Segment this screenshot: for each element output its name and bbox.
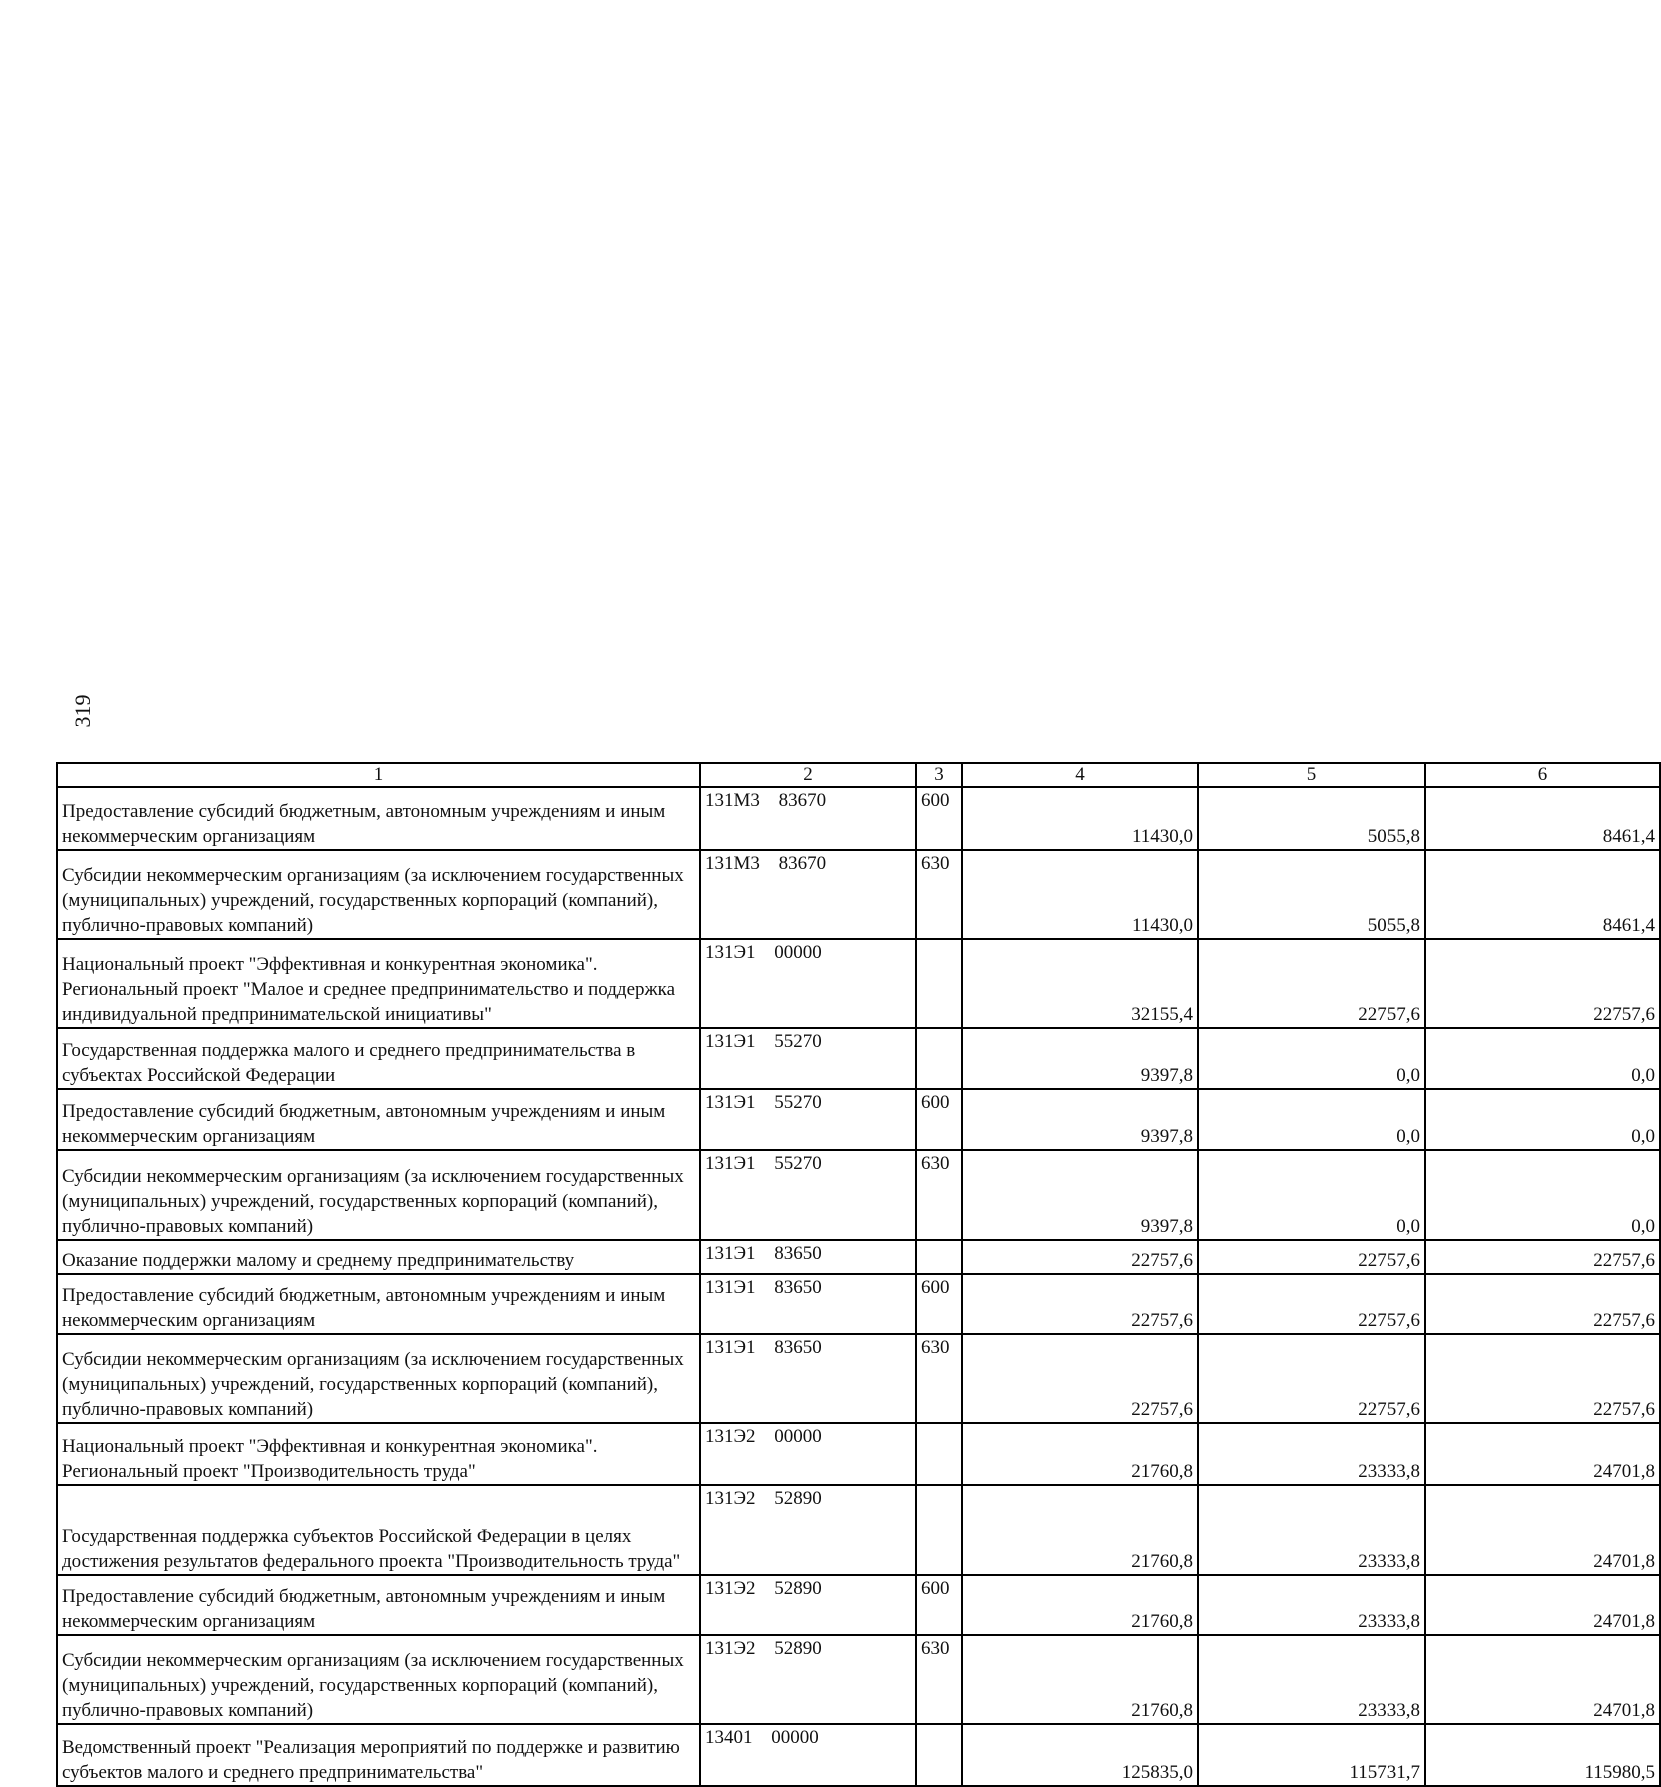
row-value-4: 22757,6 [962,1240,1198,1274]
row-value-6: 24701,8 [1425,1635,1660,1724]
row-code: 13401 00000 [700,1724,916,1786]
row-expense-type: 600 [916,1575,962,1635]
row-value-4: 21760,8 [962,1635,1198,1724]
row-value-4: 21760,8 [962,1423,1198,1484]
row-expense-type [916,1240,962,1274]
header-col-6: 6 [1425,763,1660,787]
row-name: Национальный проект "Эффективная и конкурентная экономика". Региональный проект "Производительность труда" [57,1423,700,1484]
row-value-6: 0,0 [1425,1028,1660,1089]
row-name: Государственная поддержка малого и среднего предпринимательства в субъектах Российской Федерации [57,1028,700,1089]
row-name: Предоставление субсидий бюджетным, автономным учреждениям и иным некоммерческим организациям [57,1089,700,1149]
row-value-6: 0,0 [1425,1150,1660,1240]
header-col-1: 1 [57,763,700,787]
row-name: Предоставление субсидий бюджетным, автономным учреждениям и иным некоммерческим организациям [57,1575,700,1635]
row-name: Национальный проект "Эффективная и конкурентная экономика". Региональный проект "Малое и среднее предпринимательство и поддержка индивидуальной предпринимательской инициативы" [57,939,700,1028]
row-value-6: 115980,5 [1425,1724,1660,1786]
row-name: Предоставление субсидий бюджетным, автономным учреждениям и иным некоммерческим организациям [57,787,700,850]
table-row [57,1028,1660,1089]
row-value-6: 22757,6 [1425,1274,1660,1334]
header-col-2: 2 [700,763,916,787]
table-row [57,787,1660,850]
header-row [57,763,1660,787]
row-name: Ведомственный проект "Реализация мероприятий по поддержке и развитию субъектов малого и среднего предпринимательства" [57,1724,700,1786]
row-expense-type: 630 [916,1150,962,1240]
row-value-5: 0,0 [1198,1089,1425,1149]
table-row [57,1334,1660,1423]
row-value-4: 9397,8 [962,1089,1198,1149]
row-value-6: 22757,6 [1425,1240,1660,1274]
table-row [57,1240,1660,1274]
row-expense-type: 630 [916,850,962,939]
header-col-4: 4 [962,763,1198,787]
row-value-5: 23333,8 [1198,1635,1425,1724]
row-code: 131Э2 52890 [700,1635,916,1724]
row-expense-type: 630 [916,1334,962,1423]
row-value-5: 5055,8 [1198,850,1425,939]
row-value-6: 24701,8 [1425,1575,1660,1635]
table-row [57,1150,1660,1240]
row-name: Предоставление субсидий бюджетным, автономным учреждениям и иным некоммерческим организациям [57,1274,700,1334]
row-value-5: 22757,6 [1198,1274,1425,1334]
table-header [57,763,1660,787]
row-code: 131Э1 83650 [700,1240,916,1274]
row-value-6: 24701,8 [1425,1485,1660,1575]
row-value-5: 23333,8 [1198,1575,1425,1635]
row-name: Субсидии некоммерческим организациям (за исключением государственных (муниципальных) учреждений, государственных корпораций (компаний), публично-правовых компаний) [57,1334,700,1423]
row-code: 131Э1 00000 [700,939,916,1028]
row-value-5: 22757,6 [1198,1240,1425,1274]
row-code: 131Э1 83650 [700,1334,916,1423]
row-value-4: 22757,6 [962,1334,1198,1423]
row-value-4: 22757,6 [962,1274,1198,1334]
row-expense-type: 600 [916,787,962,850]
row-expense-type [916,1485,962,1575]
row-value-4: 125835,0 [962,1724,1198,1786]
row-value-6: 8461,4 [1425,850,1660,939]
row-value-4: 11430,0 [962,787,1198,850]
page-number: 319 [70,694,95,728]
row-value-4: 32155,4 [962,939,1198,1028]
table-row [57,1089,1660,1149]
row-value-4: 11430,0 [962,850,1198,939]
row-value-5: 5055,8 [1198,787,1425,850]
row-code: 131М3 83670 [700,850,916,939]
row-code: 131Э2 52890 [700,1575,916,1635]
table-row [57,1274,1660,1334]
table-body [57,787,1660,1786]
row-expense-type: 600 [916,1089,962,1149]
row-value-5: 22757,6 [1198,1334,1425,1423]
header-col-5: 5 [1198,763,1425,787]
row-value-4: 9397,8 [962,1028,1198,1089]
row-value-5: 23333,8 [1198,1423,1425,1484]
table-row [57,1575,1660,1635]
table-row [57,850,1660,939]
row-value-6: 0,0 [1425,1089,1660,1149]
row-code: 131Э1 83650 [700,1274,916,1334]
row-value-5: 23333,8 [1198,1485,1425,1575]
row-name: Субсидии некоммерческим организациям (за исключением государственных (муниципальных) учреждений, государственных корпораций (компаний), публично-правовых компаний) [57,850,700,939]
row-code: 131Э2 52890 [700,1485,916,1575]
row-code: 131Э1 55270 [700,1028,916,1089]
table-row [57,939,1660,1028]
table-row [57,1724,1660,1786]
row-code: 131Э1 55270 [700,1089,916,1149]
row-value-6: 8461,4 [1425,787,1660,850]
row-name: Субсидии некоммерческим организациям (за исключением государственных (муниципальных) учреждений, государственных корпораций (компаний), публично-правовых компаний) [57,1635,700,1724]
row-expense-type [916,1724,962,1786]
row-code: 131Э1 55270 [700,1150,916,1240]
table-row [57,1485,1660,1575]
table-row [57,1423,1660,1484]
row-value-4: 21760,8 [962,1575,1198,1635]
header-col-3: 3 [916,763,962,787]
row-name: Государственная поддержка субъектов Российской Федерации в целях достижения результатов федерального проекта "Производительность труда" [57,1485,700,1575]
row-expense-type: 600 [916,1274,962,1334]
row-code: 131М3 83670 [700,787,916,850]
row-value-5: 0,0 [1198,1028,1425,1089]
budget-table [56,762,1661,1787]
row-value-6: 22757,6 [1425,1334,1660,1423]
row-expense-type [916,1423,962,1484]
row-expense-type: 630 [916,1635,962,1724]
row-value-5: 0,0 [1198,1150,1425,1240]
row-value-5: 115731,7 [1198,1724,1425,1786]
row-name: Субсидии некоммерческим организациям (за исключением государственных (муниципальных) учреждений, государственных корпораций (компаний), публично-правовых компаний) [57,1150,700,1240]
row-value-4: 9397,8 [962,1150,1198,1240]
row-code: 131Э2 00000 [700,1423,916,1484]
row-value-6: 22757,6 [1425,939,1660,1028]
row-name: Оказание поддержки малому и среднему предпринимательству [57,1240,700,1274]
row-expense-type [916,1028,962,1089]
row-value-6: 24701,8 [1425,1423,1660,1484]
row-value-4: 21760,8 [962,1485,1198,1575]
row-value-5: 22757,6 [1198,939,1425,1028]
row-expense-type [916,939,962,1028]
table-row [57,1635,1660,1724]
